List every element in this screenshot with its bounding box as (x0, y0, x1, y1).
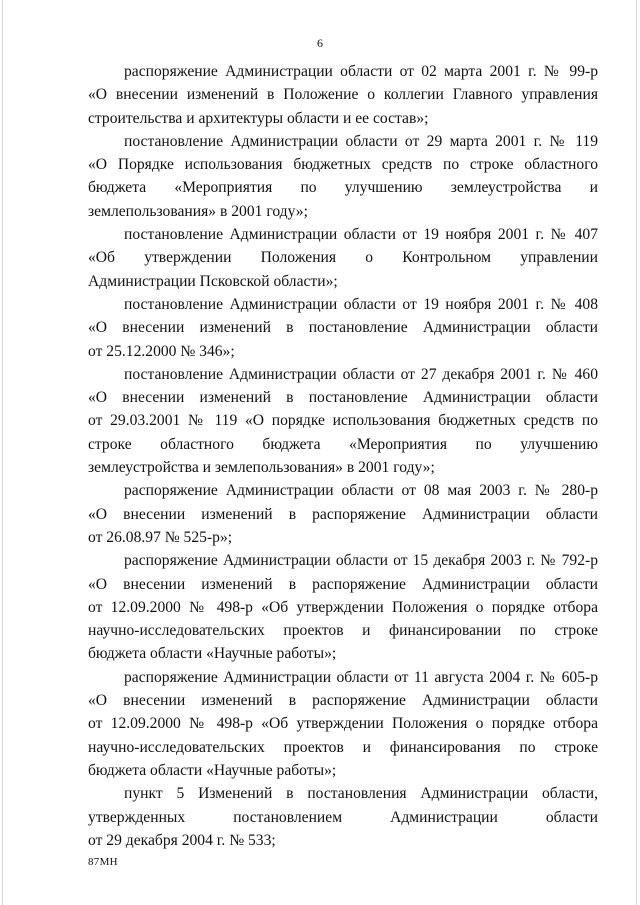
page-right-edge (636, 0, 637, 905)
text-line: бюджета области «Научные работы»; (88, 645, 337, 663)
text-line: от 12.09.2000 № 498-р «Об утверждении Положения о порядке отбора (88, 598, 598, 616)
page-number: 6 (317, 36, 323, 50)
text-line: распоряжение Администрации области от 02 марта 2001 г. № 99-р (124, 63, 598, 80)
text-line: научно-исследовательских проектов и финансировании по строке (88, 622, 598, 640)
text-line: от 29 декабря 2004 г. № 533; (88, 831, 276, 849)
paragraph (88, 666, 598, 782)
text-line: «О внесении изменений в Положение о коллегии Главного управления (88, 86, 598, 104)
paragraph (88, 549, 598, 665)
paragraph (88, 60, 598, 130)
text-line: постановление Администрации области от 27 декабря 2001 г. № 460 (124, 365, 598, 383)
text-line: строительства и архитектуры области и ее состав»; (88, 109, 429, 127)
text-line: землепользования» в 2001 году»; (88, 202, 308, 220)
text-line: «О внесении изменений в распоряжение Администрации области (88, 692, 598, 710)
text-line: распоряжение Администрации области от 15 декабря 2003 г. № 792-р (124, 552, 598, 570)
text-line: «О внесении изменений в постановление Администрации области (88, 319, 598, 337)
paragraph (88, 293, 598, 363)
footer-code: 87МН (88, 856, 118, 868)
text-line: от 29.03.2001 № 119 «О порядке использования бюджетных средств по (88, 412, 598, 430)
text-line: строке областного бюджета «Мероприятия по улучшению (88, 435, 598, 453)
paragraph (88, 363, 598, 479)
text-line: распоряжение Администрации области от 11 августа 2004 г. № 605-р (124, 668, 598, 686)
text-line: постановление Администрации области от 19 ноября 2001 г. № 407 (124, 226, 598, 244)
text-line: от 25.12.2000 № 346»; (88, 342, 235, 360)
text-line: пункт 5 Изменений в постановления Администрации области, (124, 785, 598, 803)
text-line: «Об утверждении Положения о Контрольном управлении (88, 249, 598, 267)
document-body (88, 60, 598, 852)
text-line: утвержденных постановлением Администрации области (88, 808, 598, 826)
text-line: постановление Администрации области от 29 марта 2001 г. № 119 (124, 132, 598, 150)
paragraph (88, 130, 598, 223)
text-line: постановление Администрации области от 19 ноября 2001 г. № 408 (124, 295, 598, 313)
text-line: от 12.09.2000 № 498-р «Об утверждении Положения о порядке отбора (88, 715, 598, 733)
paragraph (88, 479, 598, 549)
text-line: от 26.08.97 № 525-р»; (88, 528, 233, 546)
text-line: «О внесении изменений в распоряжение Администрации области (88, 575, 598, 593)
text-line: землеустройства и землепользования» в 2001 году»; (88, 459, 435, 477)
text-line: «О внесении изменений в постановление Администрации области (88, 389, 598, 407)
paragraph (88, 782, 598, 852)
paragraph (88, 223, 598, 293)
page-left-edge (2, 0, 3, 905)
text-line: бюджета «Мероприятия по улучшению землеустройства и (88, 179, 598, 197)
text-line: распоряжение Администрации области от 08 мая 2003 г. № 280-р (124, 482, 598, 500)
text-line: «О внесении изменений в распоряжение Администрации области (88, 505, 598, 523)
text-line: «О Порядке использования бюджетных средств по строке областного (88, 156, 598, 174)
text-line: научно-исследовательских проектов и финансирования по строке (88, 738, 598, 756)
text-line: бюджета области «Научные работы»; (88, 761, 337, 779)
text-line: Администрации Псковской области»; (88, 272, 338, 290)
